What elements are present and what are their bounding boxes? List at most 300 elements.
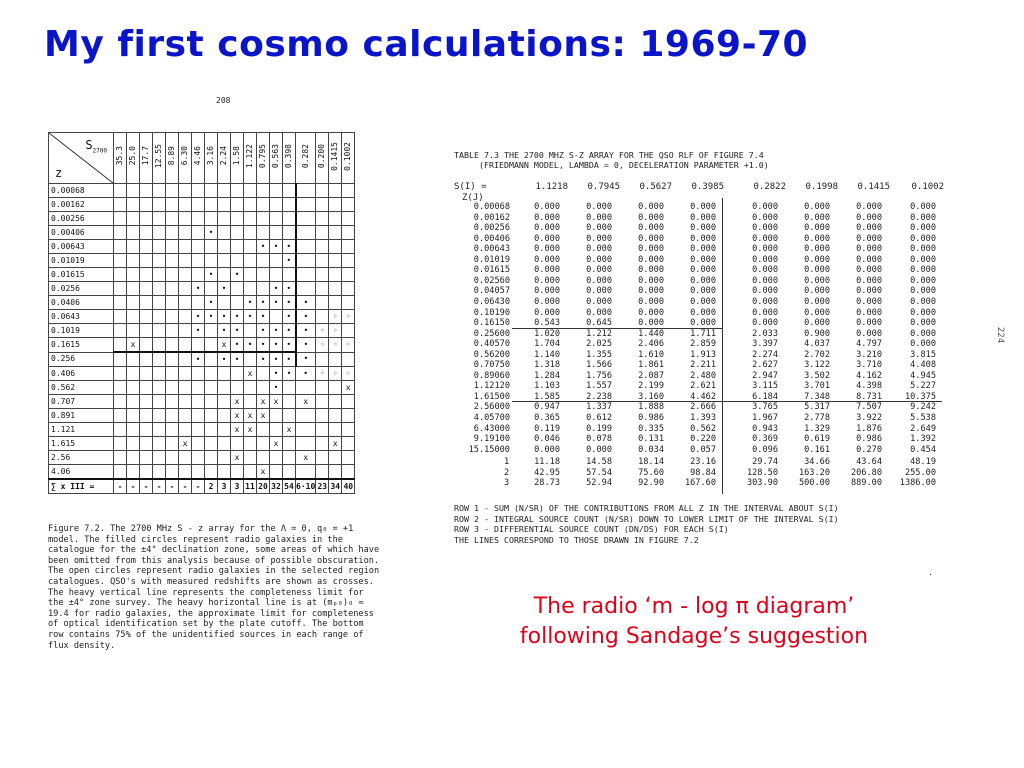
array-cell — [296, 198, 316, 212]
array-cell — [283, 338, 296, 353]
table-cell: 4.408 — [910, 360, 936, 371]
array-cell — [205, 268, 218, 282]
array-cell — [153, 367, 166, 381]
table-cell: 1.020 — [534, 328, 560, 339]
table-cell: 0.000 — [638, 223, 664, 234]
source-marker: • — [247, 311, 253, 321]
array-cell — [257, 240, 270, 254]
array-cell — [316, 268, 329, 282]
array-cell — [316, 352, 329, 367]
table-cell: 4.945 — [910, 370, 936, 381]
array-cell — [316, 212, 329, 226]
array-cell — [244, 282, 257, 296]
s-column-header: 0.282 — [296, 133, 316, 184]
array-cell — [205, 324, 218, 338]
table-cell: 7.507 — [856, 402, 882, 413]
source-marker: • — [286, 339, 292, 349]
array-cell — [179, 451, 192, 465]
array-cell — [127, 282, 140, 296]
array-cell — [114, 395, 127, 409]
table-cell: 2.238 — [586, 391, 612, 402]
array-cell — [231, 338, 244, 353]
array-cell — [329, 423, 342, 437]
table-cell: 0.000 — [690, 244, 716, 255]
table-cell: 0.161 — [804, 444, 830, 455]
summary-cell: 42.95 — [534, 467, 560, 478]
array-cell — [218, 423, 231, 437]
table-cell: 1.566 — [586, 360, 612, 371]
source-marker: • — [303, 311, 309, 321]
table-cell: 0.131 — [638, 434, 664, 445]
source-marker: • — [286, 311, 292, 321]
table-cell: 2.666 — [690, 402, 716, 413]
caption-line-1: The radio ‘m - log π diagram’ — [533, 594, 855, 619]
array-cell — [205, 296, 218, 310]
s-column-header: 35.3 — [114, 133, 127, 184]
array-cell — [283, 395, 296, 409]
table-cell: 0.057 — [690, 444, 716, 455]
array-cell — [114, 352, 127, 367]
array-cell — [192, 451, 205, 465]
array-cell — [231, 423, 244, 437]
array-cell — [218, 324, 231, 338]
source-marker: • — [273, 339, 279, 349]
array-cell — [205, 310, 218, 324]
array-cell — [316, 226, 329, 240]
table-cell: 0.000 — [804, 265, 830, 276]
z-row-label: 0.0256 — [49, 282, 114, 296]
sum-cell: - — [153, 479, 166, 494]
array-cell — [127, 198, 140, 212]
array-cell — [257, 184, 270, 198]
array-cell — [329, 296, 342, 310]
array-cell — [166, 437, 179, 451]
source-marker: • — [208, 311, 214, 321]
table-row — [49, 437, 355, 451]
array-cell — [218, 338, 231, 353]
sum-cell: - — [192, 479, 205, 494]
array-cell — [296, 338, 316, 353]
table-row — [49, 310, 355, 324]
array-cell — [270, 381, 283, 395]
array-cell — [114, 198, 127, 212]
s-z-array-table — [48, 132, 355, 494]
source-marker: • — [195, 283, 201, 293]
table-cell: 0.270 — [856, 444, 882, 455]
array-cell — [179, 282, 192, 296]
array-cell — [205, 367, 218, 381]
source-marker: • — [260, 354, 266, 364]
array-cell — [342, 381, 355, 395]
source-marker: x — [234, 396, 240, 406]
table-cell: 0.000 — [690, 233, 716, 244]
array-cell — [329, 268, 342, 282]
array-cell — [192, 184, 205, 198]
array-cell — [140, 465, 153, 480]
s-column-header: 2.24 — [218, 133, 231, 184]
array-cell — [114, 296, 127, 310]
array-cell — [140, 268, 153, 282]
table-cell: 0.096 — [752, 444, 778, 455]
array-cell — [342, 184, 355, 198]
z-row-value: 0.00256 — [473, 223, 510, 234]
table-cell: 0.000 — [804, 307, 830, 318]
array-cell — [114, 310, 127, 324]
array-cell — [296, 212, 316, 226]
table-cell: 2.087 — [638, 370, 664, 381]
table-cell: 3.765 — [752, 402, 778, 413]
table-cell: 0.000 — [638, 244, 664, 255]
z-row-value: 0.40570 — [473, 339, 510, 350]
source-marker: ◦ — [319, 368, 325, 378]
table-cell: 9.242 — [910, 402, 936, 413]
table-row — [49, 240, 355, 254]
array-cell — [316, 465, 329, 480]
array-cell — [127, 324, 140, 338]
table-cell: 0.000 — [638, 286, 664, 297]
z-row-label: 0.562 — [49, 381, 114, 395]
source-marker: x — [345, 382, 351, 392]
table-cell: 0.543 — [534, 318, 560, 329]
table-row — [49, 212, 355, 226]
table-cell: 0.619 — [804, 434, 830, 445]
sum-row — [49, 479, 355, 494]
table-row — [49, 268, 355, 282]
array-cell — [192, 282, 205, 296]
table-cell: 0.986 — [638, 413, 664, 423]
z-row-value: 0.25600 — [473, 328, 510, 339]
table-cell: 2.274 — [752, 349, 778, 360]
array-cell — [179, 212, 192, 226]
table-cell: 1.913 — [690, 349, 716, 360]
table-cell: 0.000 — [534, 265, 560, 276]
z-row-label: 0.00068 — [49, 184, 114, 198]
table-cell: 0.943 — [752, 423, 778, 434]
table-cell: 0.000 — [586, 275, 612, 286]
table-cell: 0.000 — [690, 212, 716, 223]
array-cell — [296, 324, 316, 338]
array-cell — [218, 310, 231, 324]
array-cell — [218, 254, 231, 268]
table-cell: 0.000 — [752, 307, 778, 318]
array-cell — [283, 324, 296, 338]
array-cell — [257, 395, 270, 409]
array-cell — [244, 212, 257, 226]
array-cell — [140, 296, 153, 310]
table-cell: 0.000 — [638, 254, 664, 265]
source-marker: x — [247, 424, 253, 434]
table-cell: 3.160 — [638, 391, 664, 402]
array-cell — [192, 395, 205, 409]
array-cell — [270, 409, 283, 423]
array-cell — [192, 367, 205, 381]
array-cell — [140, 381, 153, 395]
sum-cell: 6·10 — [296, 479, 316, 494]
table-cell: 7.348 — [804, 391, 830, 402]
array-cell — [257, 465, 270, 480]
table-cell: 0.000 — [752, 296, 778, 307]
array-cell — [342, 254, 355, 268]
table-cell: 2.947 — [752, 370, 778, 381]
array-cell — [114, 226, 127, 240]
table-cell: 1.284 — [534, 370, 560, 381]
table-cell: 1.756 — [586, 370, 612, 381]
source-marker: • — [286, 297, 292, 307]
array-cell — [127, 437, 140, 451]
array-cell — [205, 240, 218, 254]
array-cell — [244, 451, 257, 465]
array-cell — [329, 254, 342, 268]
summary-cell: 23.16 — [690, 457, 716, 468]
table-cell: 1.557 — [586, 381, 612, 392]
source-marker: • — [260, 339, 266, 349]
table-cell: 0.000 — [690, 223, 716, 234]
source-marker: • — [303, 354, 309, 364]
array-cell — [153, 465, 166, 480]
source-marker: x — [260, 410, 266, 420]
array-cell — [231, 268, 244, 282]
array-cell — [316, 409, 329, 423]
array-cell — [179, 367, 192, 381]
array-cell — [127, 409, 140, 423]
s-column-header: 0.1002 — [342, 133, 355, 184]
array-cell — [127, 212, 140, 226]
array-cell — [114, 437, 127, 451]
z-row-value: 0.04057 — [473, 286, 510, 297]
array-cell — [270, 437, 283, 451]
array-cell — [342, 395, 355, 409]
array-cell — [179, 198, 192, 212]
array-cell — [114, 282, 127, 296]
array-cell — [218, 465, 231, 480]
array-cell — [218, 212, 231, 226]
table-cell: 1.585 — [534, 391, 560, 402]
array-cell — [316, 254, 329, 268]
table-cell: 2.649 — [910, 423, 936, 434]
array-cell — [342, 198, 355, 212]
array-cell — [179, 324, 192, 338]
table-row — [49, 198, 355, 212]
z-row-label: 0.00256 — [49, 212, 114, 226]
table-cell: 0.000 — [910, 307, 936, 318]
array-cell — [296, 395, 316, 409]
array-cell — [296, 282, 316, 296]
source-marker: • — [273, 354, 279, 364]
summary-cell: 255.00 — [904, 467, 936, 478]
array-cell — [283, 254, 296, 268]
array-cell — [153, 437, 166, 451]
z-row-label: 0.707 — [49, 395, 114, 409]
array-cell — [231, 367, 244, 381]
array-cell — [342, 409, 355, 423]
z-row-value: 0.10190 — [473, 307, 510, 318]
array-cell — [244, 409, 257, 423]
sum-cell: 2 — [205, 479, 218, 494]
s-column-header: 6.30 — [179, 133, 192, 184]
array-cell — [166, 212, 179, 226]
source-marker: • — [208, 227, 214, 237]
array-cell — [179, 310, 192, 324]
table-cell: 4.037 — [804, 339, 830, 350]
array-cell — [316, 338, 329, 353]
array-cell — [342, 465, 355, 480]
summary-cell: 128.50 — [746, 467, 778, 478]
table-cell: 0.000 — [638, 275, 664, 286]
array-cell — [192, 352, 205, 367]
array-cell — [296, 409, 316, 423]
sum-cell: 32 — [270, 479, 283, 494]
array-cell — [283, 465, 296, 480]
s-column-header: 0.398 — [283, 133, 296, 184]
array-cell — [316, 184, 329, 198]
array-cell — [218, 352, 231, 367]
s-column-header: 0.1415 — [329, 133, 342, 184]
array-cell — [342, 226, 355, 240]
source-marker: • — [273, 382, 279, 392]
table-cell: 0.000 — [586, 202, 612, 212]
array-cell — [153, 226, 166, 240]
array-cell — [179, 352, 192, 367]
array-cell — [114, 367, 127, 381]
array-cell — [342, 423, 355, 437]
array-cell — [114, 184, 127, 198]
array-cell — [283, 409, 296, 423]
table-cell: 1.967 — [752, 413, 778, 423]
array-cell — [329, 437, 342, 451]
source-marker: x — [273, 396, 279, 406]
slide-title: My first cosmo calculations: 1969-70 — [44, 24, 809, 65]
array-cell — [270, 240, 283, 254]
table-cell: 0.000 — [752, 265, 778, 276]
sum-cell: 40 — [342, 479, 355, 494]
array-cell — [166, 409, 179, 423]
table-cell: 0.000 — [586, 286, 612, 297]
s-axis-label: $S_{2700}$ — [85, 138, 107, 155]
array-cell — [231, 437, 244, 451]
array-cell — [296, 465, 316, 480]
table-cell: 2.480 — [690, 370, 716, 381]
array-cell — [166, 282, 179, 296]
z-row-label: 1.615 — [49, 437, 114, 451]
table-cell: 0.000 — [752, 275, 778, 286]
summary-row-number: 3 — [504, 478, 510, 489]
array-cell — [218, 226, 231, 240]
z-row-value: 0.02560 — [473, 275, 510, 286]
source-marker: ◦ — [332, 311, 338, 321]
array-cell — [205, 212, 218, 226]
source-marker: ◦ — [332, 325, 338, 335]
array-cell — [218, 395, 231, 409]
s-column-header: 0.795 — [257, 133, 270, 184]
source-marker: • — [260, 241, 266, 251]
s-column-header: 3.16 — [205, 133, 218, 184]
table-cell: 1.318 — [534, 360, 560, 371]
s-column-value: 0.2822 — [753, 182, 786, 192]
table-cell: 0.000 — [856, 286, 882, 297]
source-marker: ◦ — [345, 368, 351, 378]
table-cell: 1.861 — [638, 360, 664, 371]
array-cell — [244, 352, 257, 367]
table-row — [49, 254, 355, 268]
table-row — [49, 338, 355, 353]
array-cell — [329, 212, 342, 226]
table-cell: 0.947 — [534, 402, 560, 413]
array-cell — [218, 198, 231, 212]
summary-cell: 163.20 — [798, 467, 830, 478]
array-cell — [231, 296, 244, 310]
table-cell: 0.000 — [856, 233, 882, 244]
source-marker: • — [234, 339, 240, 349]
z-row-value: 0.00643 — [473, 244, 510, 255]
array-cell — [244, 198, 257, 212]
array-cell — [114, 409, 127, 423]
source-marker: • — [273, 297, 279, 307]
array-cell — [244, 423, 257, 437]
table-cell: 0.078 — [586, 434, 612, 445]
table-cell: 4.797 — [856, 339, 882, 350]
array-cell — [192, 409, 205, 423]
source-marker: • — [260, 297, 266, 307]
table-cell: 0.000 — [856, 212, 882, 223]
array-cell — [166, 198, 179, 212]
array-cell — [192, 338, 205, 353]
array-cell — [231, 254, 244, 268]
source-marker: x — [130, 339, 136, 349]
table-cell: 0.000 — [534, 202, 560, 212]
array-cell — [257, 451, 270, 465]
array-cell — [316, 423, 329, 437]
array-cell — [296, 381, 316, 395]
array-cell — [166, 465, 179, 480]
sum-cell: 23 — [316, 479, 329, 494]
array-cell — [205, 254, 218, 268]
array-cell — [342, 367, 355, 381]
array-cell — [179, 240, 192, 254]
array-cell — [153, 254, 166, 268]
summary-cell: 28.73 — [534, 478, 560, 489]
table-cell: 3.815 — [910, 349, 936, 360]
array-cell — [244, 240, 257, 254]
array-cell — [270, 423, 283, 437]
array-cell — [270, 352, 283, 367]
array-cell — [244, 254, 257, 268]
z-row-label: 2.56 — [49, 451, 114, 465]
table-cell: 1.888 — [638, 402, 664, 413]
table-cell: 0.000 — [690, 296, 716, 307]
table-cell: 4.398 — [856, 381, 882, 392]
table-cell: 1.212 — [586, 328, 612, 339]
table-cell: 0.000 — [856, 328, 882, 339]
array-cell — [296, 437, 316, 451]
array-cell — [244, 338, 257, 353]
array-cell — [283, 451, 296, 465]
summary-cell: 98.84 — [690, 467, 716, 478]
array-cell — [153, 352, 166, 367]
array-cell — [231, 451, 244, 465]
table-cell: 0.000 — [690, 265, 716, 276]
table-cell: 0.000 — [534, 254, 560, 265]
array-cell — [270, 338, 283, 353]
table-cell: 10.375 — [904, 391, 936, 402]
array-cell — [166, 268, 179, 282]
table-cell: 0.000 — [856, 296, 882, 307]
z-column-label: Z(J) — [462, 193, 484, 203]
array-cell — [257, 282, 270, 296]
sum-cell: 3 — [231, 479, 244, 494]
table-row — [49, 465, 355, 480]
source-marker: • — [221, 354, 227, 364]
array-cell — [329, 184, 342, 198]
